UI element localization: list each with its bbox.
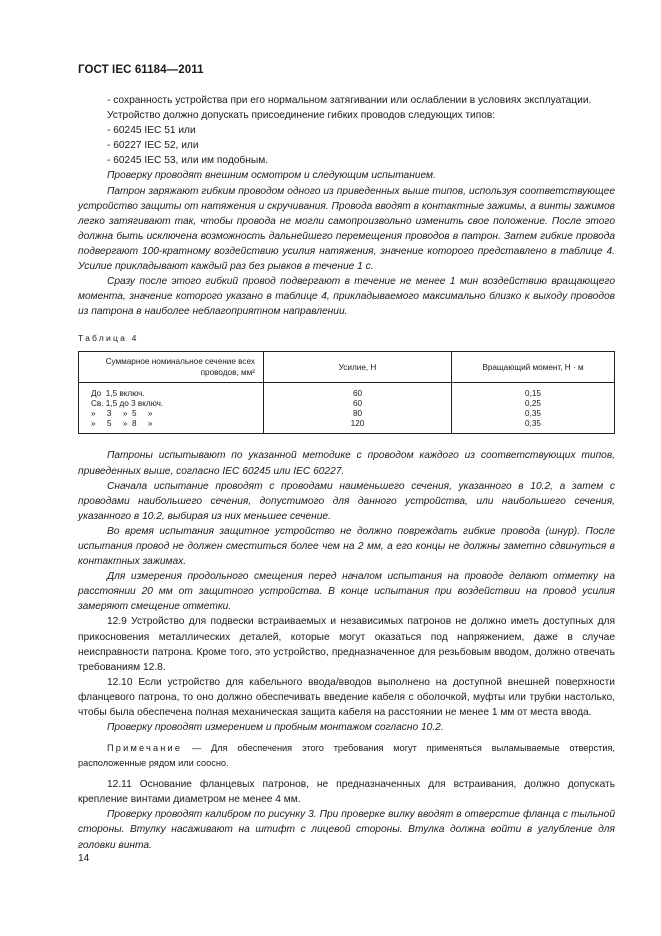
list-item: - 60245 IEC 51 или: [107, 125, 196, 137]
paragraph: Проверку проводят измерением и пробным монтажом согласно 10.2.: [107, 722, 444, 734]
table-caption: Таблица 4: [78, 333, 139, 344]
list-item: - 60227 IEC 52, или: [107, 140, 199, 152]
table-cell-torque: 0,15 0,25 0,35 0,35: [452, 383, 615, 434]
table-header-row: [79, 352, 615, 383]
paragraph: Проверку проводят внешним осмотром и следующим испытанием.: [107, 170, 436, 182]
note-label: Примечание: [107, 743, 183, 754]
paragraph: 12.9 Устройство для подвески встраиваемых и независимых патронов не должно иметь доступных для прикосновения металлических деталей, которые могут оказаться под напряжением, даже в случае неисправности патрона. Кроме того, это устройство, предназначенное для резьбовым вводом, должно отвечать требованиям 12.8.: [78, 616, 615, 673]
paragraph: Для измерения продольного смещения перед началом испытания на проводе делают отметку на расстоянии 20 мм от защитного устройства. В конце испытания при воздействии на провод усилия замеряют смещение отметки.: [78, 571, 615, 613]
table-header-cell: Вращающий момент, Н · м: [452, 352, 615, 383]
table-cell-section: До 1,5 включ. Св. 1,5 до 3 включ. » 3 » 5 » » 5 » 8 »: [79, 383, 264, 434]
table-header-cell: Суммарное номинальное сечение всех проводов, мм²: [79, 352, 264, 383]
table-cell-force: 60 60 80 120: [264, 383, 452, 434]
document-body: [78, 93, 615, 853]
paragraph: 12.10 Если устройство для кабельного ввода/вводов выполнено на доступной внешней поверхности фланцевого патрона, то оно должно обеспечивать введение кабеля с оболочкой, муфты или трубки настолько, чтобы была обеспечена полная механическая защита кабеля на расстоянии не менее 1 мм от места ввода.: [78, 676, 615, 718]
paragraph: Устройство должно допускать присоединение гибких проводов следующих типов:: [107, 110, 496, 122]
note: [78, 741, 615, 771]
note-text: — Для обеспечения этого требования могут применяться выламываемые отверстия, расположенные рядом или соосно.: [78, 743, 615, 769]
paragraph: Во время испытания защитное устройство не должно повреждать гибкие провода (шнур). После испытания провод не должен сместиться более чем на 2 мм, а его концы не должны заметно сдвинуться в контактных зажимах.: [78, 525, 615, 568]
document-header: ГОСТ IEC 61184—2011: [78, 64, 204, 76]
table-header-cell: Усилие, Н: [264, 352, 452, 383]
paragraph: Проверку проводят калибром по рисунку 3. При проверке вилку вводят в отверстие фланца с тыльной стороны. Втулку насаживают на штифт с лицевой стороны. Втулка должна войти в углубление для головки винта.: [78, 809, 615, 851]
list-item: - 60245 IEC 53, или им подобным.: [107, 155, 269, 167]
paragraph: 12.11 Основание фланцевых патронов, не предназначенных для встраивания, должно допускать крепление винтами диаметром не менее 4 мм.: [78, 779, 615, 806]
table-row: [79, 383, 615, 434]
paragraph: Сразу после этого гибкий провод подвергают в течение не менее 1 мин воздействию вращающего момента, значение которого указано в таблице 4, прикладываемого максимально близко к выходу проводов из патрона в наиболее неблагоприятном направлении.: [78, 276, 615, 318]
paragraph: - сохранность устройства при его нормальном затягивании или ослаблении в условиях эксплуатации.: [107, 95, 592, 106]
paragraph: Сначала испытание проводят с проводами наименьшего сечения, указанного в 10.2, а затем с проводами наибольшего сечения, допустимого для данного устройства, или наибольшего сечения, указанного в 10.2, выбирая из них меньшее сечение.: [78, 480, 615, 522]
paragraph: Патроны испытывают по указанной методике с проводом каждого из соответствующих типов, приведенных выше, согласно IEC 60245 или IEC 60227.: [78, 450, 615, 477]
data-table: [78, 351, 615, 434]
page-number: 14: [78, 853, 90, 864]
paragraph: Патрон заряжают гибким проводом одного из приведенных выше типов, используя соответствующее устройство защиты от натяжения и скручивания. Провода вводят в контактные зажимы, а винты зажимов легко затягивают так, чтобы провода не могли самопроизвольно изменить свое положение. После этого должна быть исключена возможность дальнейшего перемещения проводов в патрон. Затем гибкие провода подвергают 100-кратному воздействию усилия натяжения, значение которого представлено в таблице 4. Усилие прикладывают каждый раз без рывков в течение 1 с.: [78, 185, 615, 273]
